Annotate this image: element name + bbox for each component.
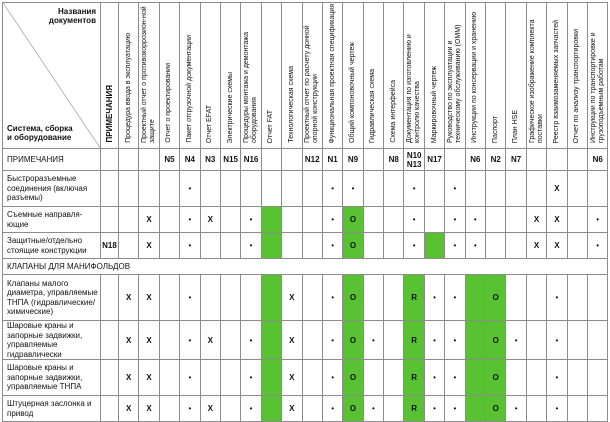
table-row — [3, 259, 608, 275]
matrix-cell: N3 — [200, 149, 220, 171]
matrix-cell: • — [322, 360, 342, 396]
matrix-cell: • — [445, 207, 465, 233]
matrix-cell: R — [404, 360, 424, 396]
matrix-cell: • — [404, 233, 424, 259]
matrix-cell: X — [547, 171, 567, 207]
row-label: Быстроразъемные соединения (включая разъемы) — [3, 171, 101, 207]
row-note-cell — [101, 171, 119, 207]
matrix-cell: • — [547, 360, 567, 396]
matrix-cell — [547, 149, 567, 171]
matrix-cell — [526, 149, 546, 171]
matrix-cell: X — [282, 321, 302, 360]
matrix-cell — [465, 396, 485, 422]
matrix-cell — [261, 233, 281, 259]
row-note-cell — [101, 207, 119, 233]
matrix-cell — [261, 321, 281, 360]
matrix-cell: X — [547, 233, 567, 259]
matrix-cell — [220, 396, 240, 422]
matrix-cell — [465, 360, 485, 396]
matrix-cell: X — [119, 360, 139, 396]
system-assembly-label: Система, сборка и оборудование — [7, 124, 73, 142]
matrix-cell — [159, 233, 179, 259]
matrix-cell — [567, 360, 587, 396]
matrix-cell — [302, 207, 322, 233]
column-header-4: Пакет отгрузочной документации — [180, 3, 200, 149]
matrix-cell — [567, 321, 587, 360]
matrix-cell: • — [322, 233, 342, 259]
matrix-cell: X — [139, 233, 159, 259]
table-row — [3, 233, 608, 259]
matrix-cell: • — [445, 171, 465, 207]
column-header-3: Отчет о проектировании — [159, 3, 179, 149]
table-row — [3, 149, 608, 171]
matrix-cell: • — [180, 360, 200, 396]
matrix-cell: N16 — [241, 149, 261, 171]
matrix-cell — [220, 171, 240, 207]
matrix-cell — [526, 321, 546, 360]
header-row — [3, 3, 608, 149]
column-header-7: Процедуры монтажа и демонтажа оборудования — [241, 3, 261, 149]
matrix-cell: • — [180, 275, 200, 321]
matrix-cell: X — [119, 396, 139, 422]
matrix-cell — [220, 275, 240, 321]
matrix-cell — [384, 275, 404, 321]
note-code: N10 — [406, 150, 422, 160]
matrix-cell: X — [200, 321, 220, 360]
matrix-cell — [139, 149, 159, 171]
column-header-5: Отчет EFAT — [200, 3, 220, 149]
matrix-cell: N5 — [159, 149, 179, 171]
matrix-cell: • — [445, 275, 465, 321]
table-row — [3, 321, 608, 360]
matrix-cell: R — [404, 396, 424, 422]
matrix-cell — [384, 171, 404, 207]
column-header-21: Графическое изображение комплекта поставки — [526, 3, 546, 149]
matrix-cell — [424, 207, 444, 233]
matrix-cell: X — [119, 275, 139, 321]
matrix-cell — [506, 233, 526, 259]
matrix-cell — [159, 275, 179, 321]
matrix-cell: N6 — [587, 149, 607, 171]
column-header-23: Отчет по анализу транспортировки — [567, 3, 587, 149]
document-matrix-table — [2, 2, 608, 422]
matrix-cell: • — [424, 321, 444, 360]
matrix-cell: • — [445, 360, 465, 396]
matrix-cell — [587, 360, 607, 396]
matrix-cell — [567, 275, 587, 321]
matrix-cell: O — [343, 207, 363, 233]
matrix-cell — [526, 396, 546, 422]
matrix-cell — [567, 207, 587, 233]
matrix-cell: • — [424, 275, 444, 321]
matrix-cell: X — [282, 275, 302, 321]
matrix-cell — [363, 171, 383, 207]
matrix-cell — [384, 396, 404, 422]
matrix-cell: • — [445, 396, 465, 422]
matrix-cell — [200, 171, 220, 207]
matrix-cell: O — [343, 321, 363, 360]
matrix-cell — [384, 360, 404, 396]
matrix-cell: X — [119, 321, 139, 360]
matrix-cell — [261, 396, 281, 422]
matrix-cell: O — [343, 233, 363, 259]
column-header-16: Маркировочный чертеж — [424, 3, 444, 149]
row-label: Съемные направля-ющие — [3, 207, 101, 233]
matrix-cell — [506, 360, 526, 396]
matrix-cell — [567, 396, 587, 422]
matrix-cell: N9 — [343, 149, 363, 171]
matrix-cell — [119, 207, 139, 233]
matrix-cell — [220, 360, 240, 396]
matrix-cell — [159, 171, 179, 207]
matrix-cell: O — [343, 360, 363, 396]
matrix-cell — [282, 171, 302, 207]
matrix-cell — [587, 275, 607, 321]
matrix-cell — [363, 233, 383, 259]
matrix-cell: N17 — [424, 149, 444, 171]
matrix-cell: • — [180, 207, 200, 233]
matrix-cell: N1 — [322, 149, 342, 171]
matrix-cell: • — [445, 233, 465, 259]
matrix-cell: X — [139, 275, 159, 321]
matrix-cell: X — [200, 396, 220, 422]
matrix-cell — [526, 171, 546, 207]
document-names-label: Названия документов — [48, 7, 96, 25]
column-header-2: Проектный отчет о противокоррозион-ной защите — [139, 3, 159, 149]
matrix-cell — [159, 207, 179, 233]
matrix-cell — [159, 321, 179, 360]
matrix-cell — [261, 360, 281, 396]
matrix-cell: O — [486, 396, 506, 422]
matrix-cell: • — [465, 233, 485, 259]
matrix-cell: X — [200, 207, 220, 233]
matrix-cell: R — [404, 321, 424, 360]
matrix-cell: • — [465, 207, 485, 233]
matrix-cell: • — [322, 171, 342, 207]
matrix-cell — [302, 396, 322, 422]
matrix-cell: • — [547, 396, 567, 422]
matrix-cell: • — [587, 207, 607, 233]
matrix-cell — [486, 207, 506, 233]
matrix-cell — [282, 149, 302, 171]
matrix-cell — [302, 321, 322, 360]
matrix-cell: • — [241, 360, 261, 396]
matrix-cell — [200, 360, 220, 396]
matrix-cell: • — [363, 396, 383, 422]
matrix-cell: • — [322, 207, 342, 233]
column-header-24: Инструкции по транспортировке и грузоподъемным работам — [587, 3, 607, 149]
matrix-cell — [424, 233, 444, 259]
matrix-cell: X — [139, 321, 159, 360]
matrix-cell: • — [506, 321, 526, 360]
matrix-cell: • — [363, 321, 383, 360]
matrix-cell: • — [424, 360, 444, 396]
matrix-cell — [506, 207, 526, 233]
column-header-10: Проектный отчет по расчету донной опорной конструкции — [302, 3, 322, 149]
matrix-cell — [424, 171, 444, 207]
column-header-13: Гидравлическая схема — [363, 3, 383, 149]
matrix-cell — [567, 149, 587, 171]
table-row — [3, 360, 608, 396]
matrix-cell — [465, 275, 485, 321]
matrix-cell — [241, 275, 261, 321]
column-header-15: Документация по изготовлению и контролю качества — [404, 3, 424, 149]
matrix-cell: X — [139, 360, 159, 396]
matrix-cell — [567, 171, 587, 207]
matrix-cell — [465, 321, 485, 360]
matrix-cell — [159, 396, 179, 422]
matrix-cell: N7 — [506, 149, 526, 171]
table-row — [3, 171, 608, 207]
row-note-cell — [101, 321, 119, 360]
matrix-cell: X — [282, 360, 302, 396]
matrix-cell — [567, 233, 587, 259]
matrix-cell — [261, 275, 281, 321]
matrix-cell: X — [282, 396, 302, 422]
column-header-11: Функциональная проектная спецификация — [322, 3, 342, 149]
matrix-cell — [302, 171, 322, 207]
matrix-cell — [363, 207, 383, 233]
row-note-cell — [101, 360, 119, 396]
matrix-cell — [363, 275, 383, 321]
matrix-cell — [261, 207, 281, 233]
matrix-cell — [302, 233, 322, 259]
matrix-cell — [363, 360, 383, 396]
column-header-19: Паспорт — [486, 3, 506, 149]
matrix-cell — [384, 233, 404, 259]
matrix-cell: • — [180, 171, 200, 207]
matrix-cell: X — [526, 233, 546, 259]
matrix-cell: • — [587, 233, 607, 259]
table-row — [3, 275, 608, 321]
matrix-cell: N12 — [302, 149, 322, 171]
matrix-cell: N4 — [180, 149, 200, 171]
matrix-cell: • — [322, 396, 342, 422]
matrix-cell — [587, 321, 607, 360]
matrix-cell: X — [139, 396, 159, 422]
column-header-9: Технологическая схема — [282, 3, 302, 149]
row-note-cell — [101, 396, 119, 422]
matrix-cell — [486, 233, 506, 259]
matrix-cell — [526, 360, 546, 396]
matrix-cell: O — [486, 360, 506, 396]
matrix-cell — [200, 275, 220, 321]
matrix-cell: • — [241, 321, 261, 360]
matrix-cell — [282, 207, 302, 233]
column-header-8: Отчет FAT — [261, 3, 281, 149]
matrix-cell — [526, 275, 546, 321]
matrix-cell — [384, 321, 404, 360]
corner-header-cell — [3, 3, 101, 149]
matrix-cell: • — [547, 275, 567, 321]
row-note-cell: N18 — [101, 233, 119, 259]
matrix-cell — [384, 207, 404, 233]
matrix-cell — [119, 171, 139, 207]
matrix-cell — [363, 149, 383, 171]
matrix-cell — [486, 171, 506, 207]
matrix-cell: • — [506, 396, 526, 422]
column-header-6: Электрические схемы — [220, 3, 240, 149]
matrix-cell: X — [526, 207, 546, 233]
matrix-cell — [241, 171, 261, 207]
matrix-cell: O — [343, 275, 363, 321]
column-header-22: Реестр взаимозаменяемых запчастей — [547, 3, 567, 149]
matrix-cell: • — [404, 207, 424, 233]
matrix-cell — [282, 233, 302, 259]
matrix-cell — [261, 171, 281, 207]
column-header-14: Схема интерфейса — [384, 3, 404, 149]
matrix-cell: R — [404, 275, 424, 321]
notes-column-header: ПРИМЕЧАНИЯ — [101, 3, 119, 149]
matrix-cell: X — [139, 207, 159, 233]
matrix-cell: • — [322, 321, 342, 360]
matrix-cell — [445, 149, 465, 171]
matrix-cell: O — [343, 396, 363, 422]
matrix-cell: N15 — [220, 149, 240, 171]
matrix-cell — [139, 171, 159, 207]
matrix-cell: • — [180, 396, 200, 422]
notes-row-label: ПРИМЕЧАНИЯ — [3, 149, 101, 171]
table-row — [3, 396, 608, 422]
row-note-cell — [101, 149, 119, 171]
matrix-cell: X — [547, 207, 567, 233]
note-code: N13 — [406, 159, 422, 169]
column-header-18: Инструкции по консервации и хранению — [465, 3, 485, 149]
matrix-cell: N8 — [384, 149, 404, 171]
matrix-cell: • — [343, 171, 363, 207]
column-header-12: Общий компоновочный чертеж — [343, 3, 363, 149]
matrix-cell — [220, 321, 240, 360]
matrix-cell — [506, 171, 526, 207]
matrix-cell: N6 — [465, 149, 485, 171]
row-label: Шаровые краны и запорные задвижки, управляемые гидравлически — [3, 321, 101, 360]
matrix-cell — [506, 275, 526, 321]
matrix-cell — [302, 275, 322, 321]
matrix-cell: • — [322, 275, 342, 321]
matrix-cell — [220, 233, 240, 259]
column-header-17: Руководство по эксплуатации и техническому обслуживанию (ОММ) — [445, 3, 465, 149]
matrix-cell: • — [241, 207, 261, 233]
matrix-cell — [302, 360, 322, 396]
column-header-20: План HSE — [506, 3, 526, 149]
matrix-cell — [119, 149, 139, 171]
matrix-cell: O — [486, 321, 506, 360]
matrix-cell: • — [424, 396, 444, 422]
matrix-cell: • — [180, 233, 200, 259]
matrix-cell — [587, 396, 607, 422]
matrix-cell: • — [547, 321, 567, 360]
matrix-cell — [159, 360, 179, 396]
row-note-cell — [101, 275, 119, 321]
matrix-cell — [220, 207, 240, 233]
section-header: КЛАПАНЫ ДЛЯ МАНИФОЛЬДОВ — [3, 259, 608, 275]
matrix-cell: • — [241, 233, 261, 259]
matrix-cell — [587, 171, 607, 207]
column-header-1: Процедура ввода в эксплуатацию — [119, 3, 139, 149]
matrix-cell: • — [404, 171, 424, 207]
matrix-cell — [261, 149, 281, 171]
row-label: Шаровые краны и запорные задвижки, управляемые ТНПА — [3, 360, 101, 396]
matrix-cell: • — [445, 321, 465, 360]
matrix-cell: • — [180, 321, 200, 360]
matrix-cell — [465, 171, 485, 207]
row-label: Клапаны малого диаметра, управляемые ТНПА (гидравлические/химические) — [3, 275, 101, 321]
matrix-cell — [200, 233, 220, 259]
matrix-cell — [119, 233, 139, 259]
matrix-cell — [404, 149, 424, 171]
row-label: Защитные/отдельно стоящие конструкции — [3, 233, 101, 259]
row-label: Штуцерная заслонка и привод — [3, 396, 101, 422]
table-row — [3, 207, 608, 233]
matrix-cell: • — [241, 396, 261, 422]
matrix-cell: N2 — [486, 149, 506, 171]
matrix-cell: O — [486, 275, 506, 321]
